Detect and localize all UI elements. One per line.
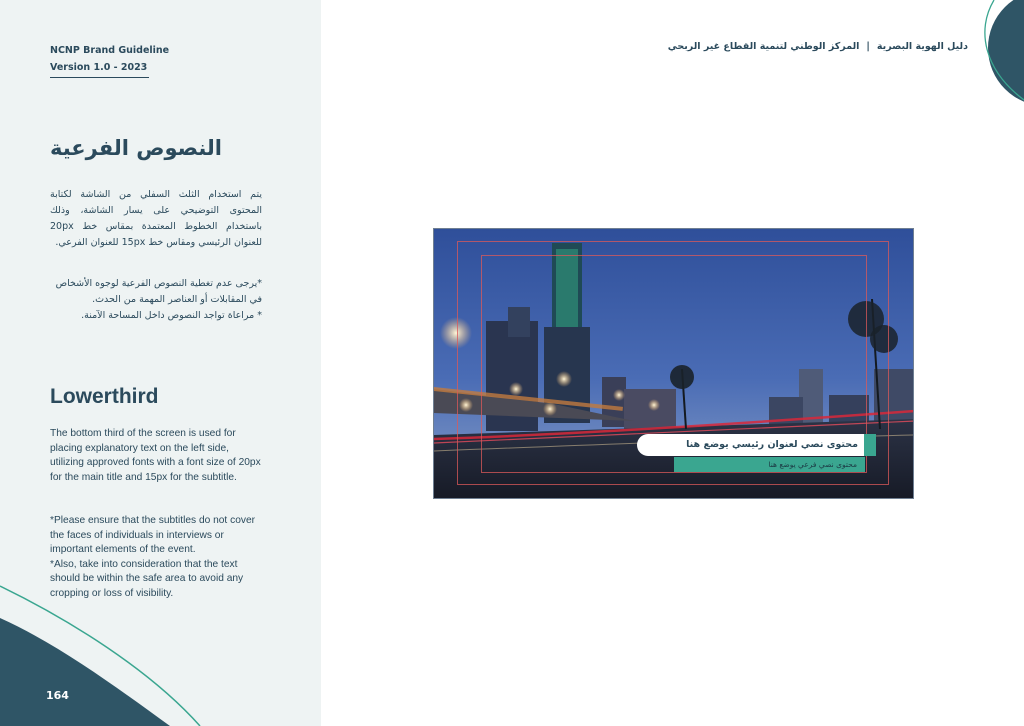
brand-name: NCNP Brand Guideline bbox=[50, 45, 170, 56]
arabic-note-safe-area: * مراعاة تواجد النصوص داخل المساحة الآمنة. bbox=[81, 310, 262, 321]
left-panel bbox=[0, 0, 321, 726]
page-number: 164 bbox=[46, 689, 69, 702]
header-separator: | bbox=[866, 41, 870, 52]
lowerthird-example-image bbox=[433, 228, 914, 499]
english-note-safe-area: *Also, take into consideration that the text should be within the safe area to avoid any cropping or loss of visibility. bbox=[50, 558, 244, 599]
english-section-title: Lowerthird bbox=[50, 385, 159, 408]
header-org-name: المركز الوطني لتنمية القطاع غير الربحي bbox=[667, 41, 860, 52]
top-corner-decoration bbox=[984, 0, 1024, 110]
english-description: The bottom third of the screen is used for placing explanatory text on the left side, utilizing approved fonts with a font size of 20px for the main title and 15px for the subtitle. bbox=[50, 428, 261, 483]
english-note-faces: *Please ensure that the subtitles do not cover the faces of individuals in interviews or important elements of the event. bbox=[50, 515, 256, 556]
arabic-note-faces: *يرجى عدم تغطية النصوص الفرعية لوجوه الأشخاص في المقابلات أو العناصر المهمة من الحدث. bbox=[55, 278, 262, 305]
arabic-description: يتم استخدام الثلث السفلي من الشاشة لكتابة المحتوى التوضيحي على يسار الشاشة، وذلك باستخدام الخطوط المعتمدة بمقاس خط 20px للعنوان الرئيسي ومقاس خط 15px للعنوان الفرعي. bbox=[50, 189, 262, 248]
brand-divider bbox=[50, 77, 149, 78]
arabic-section-title: النصوص الفرعية bbox=[50, 136, 222, 160]
brand-version: Version 1.0 - 2023 bbox=[50, 62, 148, 73]
lowerthird-subtitle: محتوى نصي فرعي يوضع هنا bbox=[674, 457, 865, 472]
lowerthird-main-title: محتوى نصي لعنوان رئيسي يوضع هنا bbox=[637, 434, 864, 456]
arabic-notes bbox=[50, 276, 262, 324]
header-title bbox=[668, 41, 968, 52]
header-guide-name: دليل الهوية البصرية bbox=[876, 41, 968, 52]
lowerthird-accent-bar bbox=[864, 434, 876, 456]
brand-block bbox=[50, 42, 169, 76]
